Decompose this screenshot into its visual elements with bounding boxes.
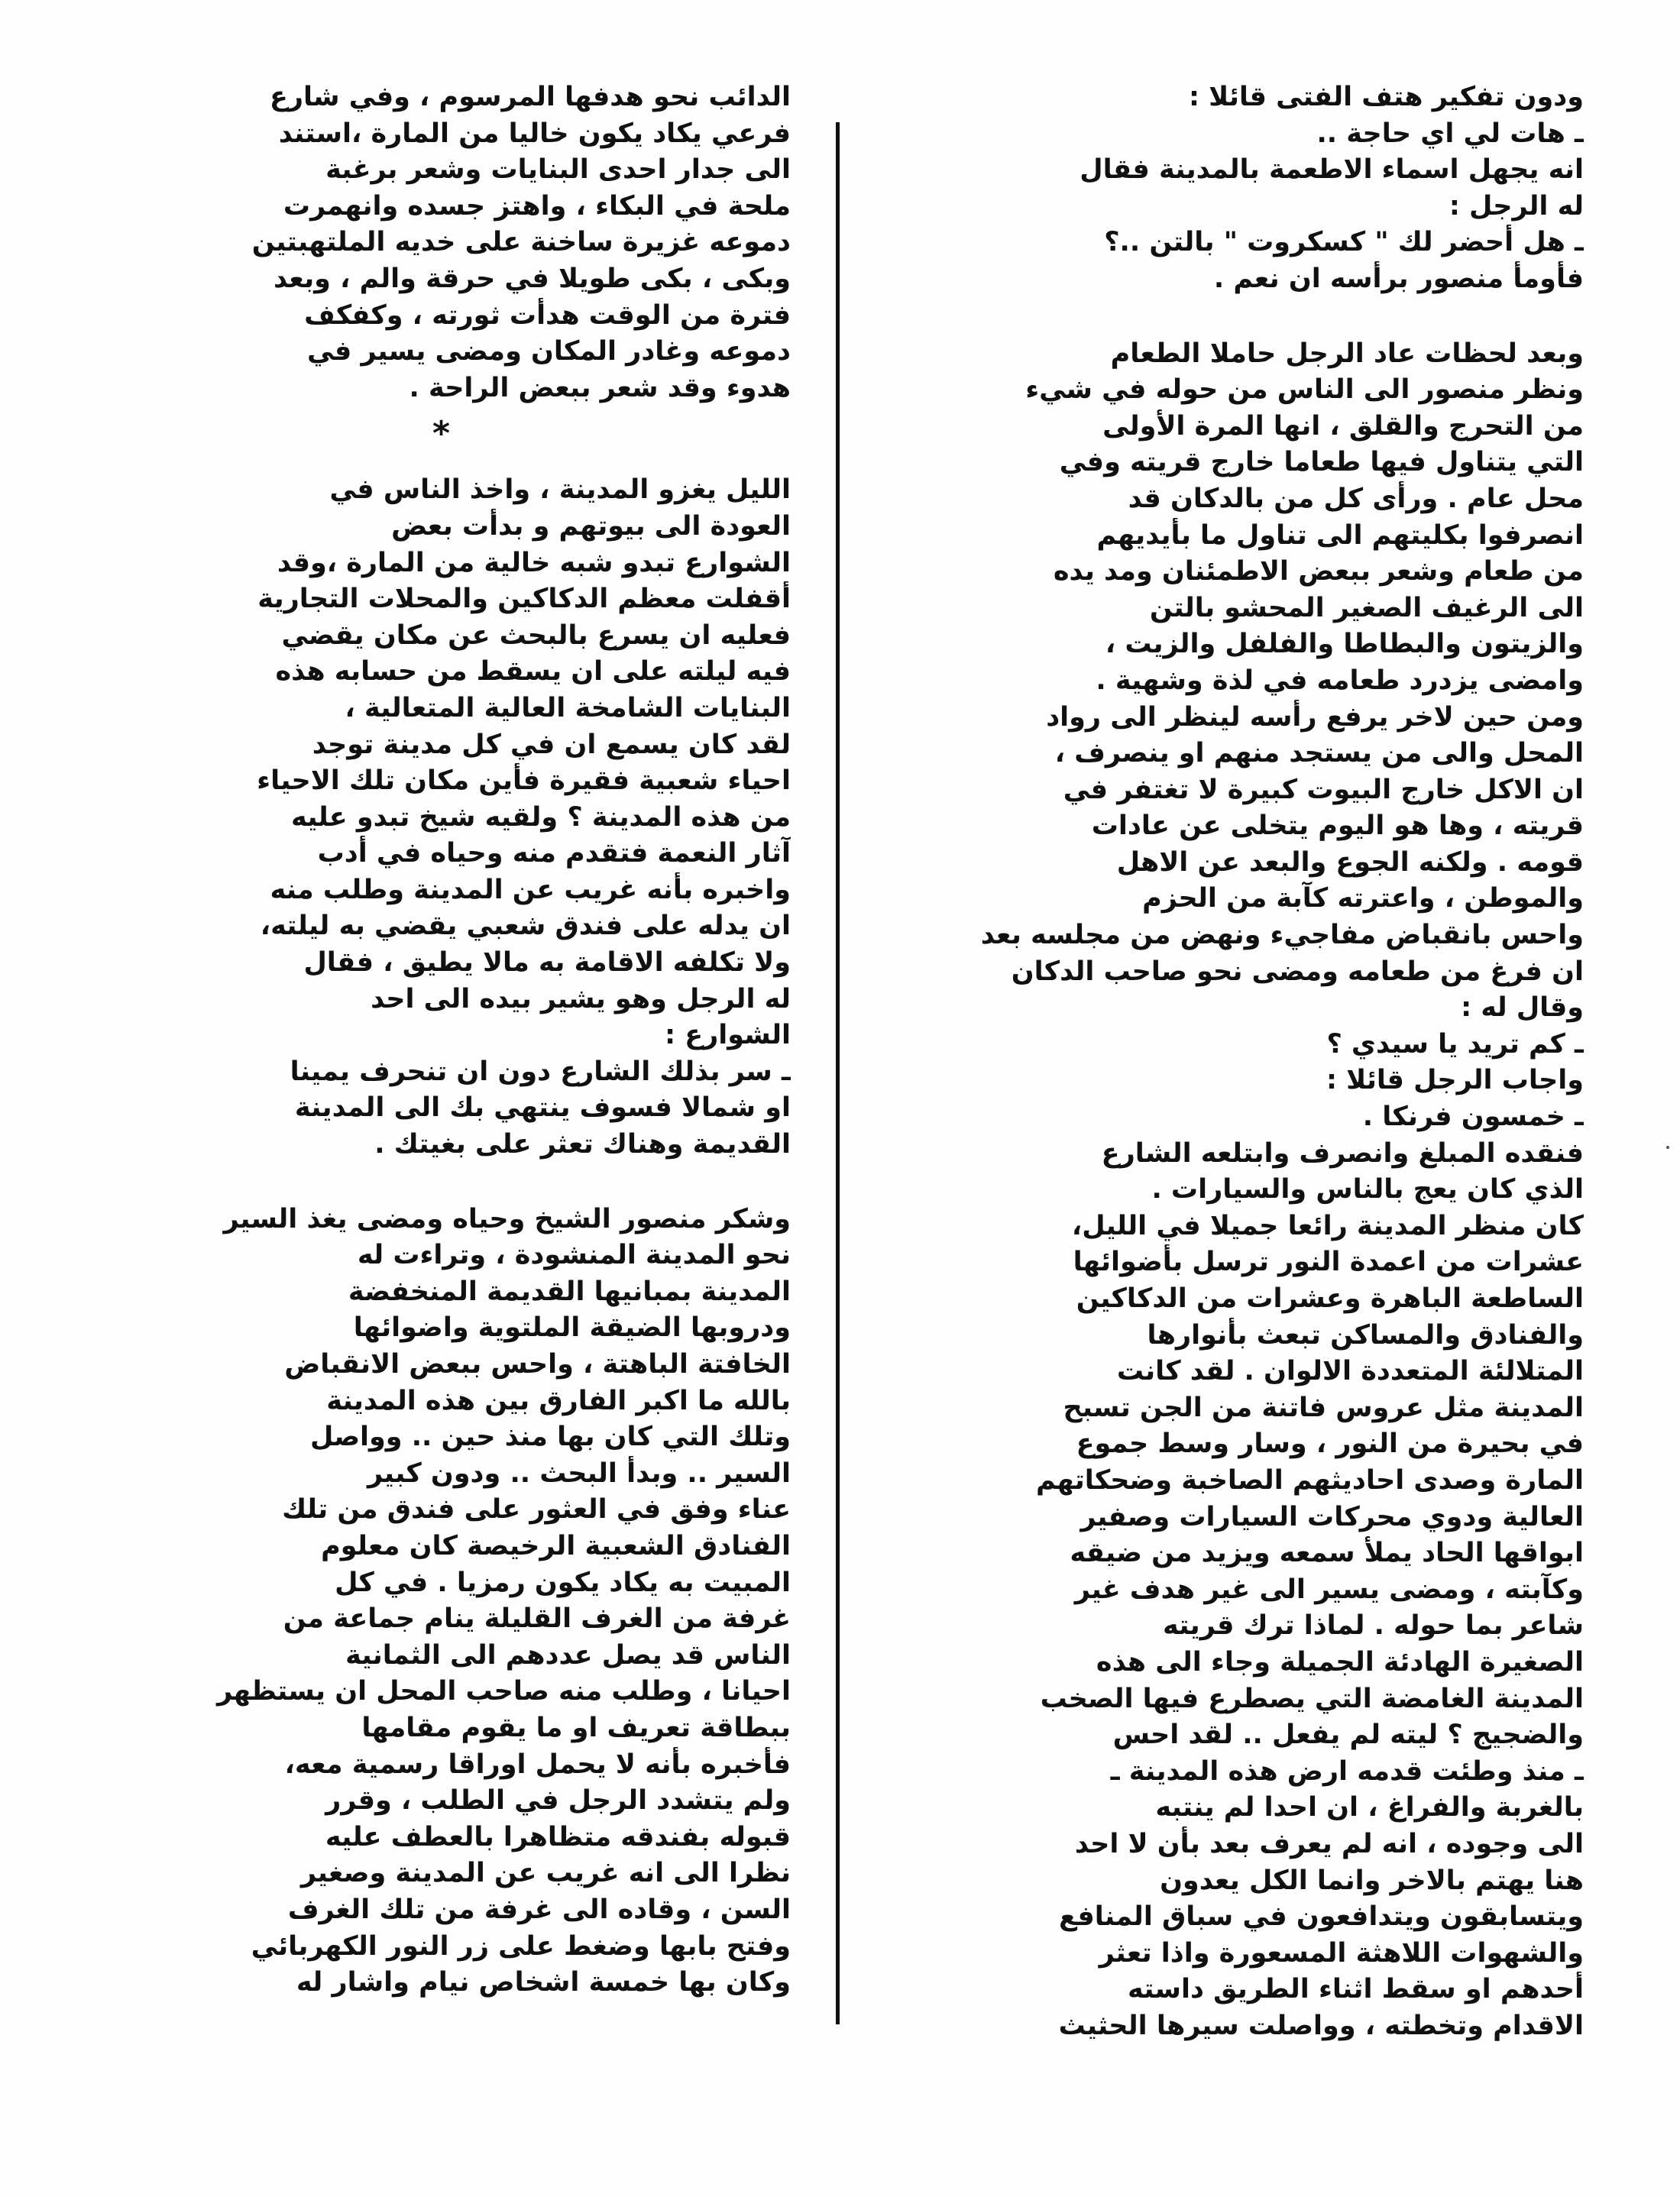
- right-paragraph-1: [889, 79, 1584, 298]
- text-line: ـ خمسون فرنكا .: [1362, 1102, 1584, 1133]
- text-line: ومن حين لاخر يرفع رأسه لينظر الى رواد: [1046, 701, 1584, 733]
- text-line: الى جدار احدى البنايات وشعر برغبة: [325, 154, 791, 186]
- text-line: غرفة من الغرف القليلة ينام جماعة من: [283, 1603, 791, 1635]
- paragraph-gap: [92, 1163, 791, 1202]
- text-line: قبوله بفندقه متظاهرا بالعطف عليه: [325, 1821, 791, 1852]
- text-line: دموعه وغادر المكان ومضى يسير في: [307, 336, 791, 367]
- text-line: محل عام . ورأى كل من بالدكان قد: [1128, 483, 1584, 514]
- text-line: وامضى يزدرد طعامه في لذة وشهية .: [1096, 665, 1584, 696]
- text-line: واحس بانقباض مفاجيء ونهض من مجلسه بعد: [980, 920, 1584, 951]
- text-line: قومه . ولكنه الجوع والبعد عن الاهل: [1116, 846, 1584, 878]
- text-line: والموطن ، واعترته كآبة من الحزم: [1142, 883, 1584, 914]
- text-line: المدينة مثل عروس فاتنة من الجن تسبح: [1063, 1392, 1584, 1423]
- text-line: له الرجل :: [1449, 190, 1584, 222]
- text-line: نظرا الى انه غريب عن المدينة وصغير: [300, 1858, 791, 1889]
- text-line: في بحيرة من النور ، وسار وسط جموع: [1076, 1429, 1584, 1460]
- text-line: ابواقها الحاد يملأ سمعه ويزيد من ضيقه: [1070, 1538, 1584, 1569]
- text-line: الخافتة الباهتة ، واحس ببعض الانقباض: [284, 1349, 791, 1380]
- text-line: ـ كم تريد يا سيدي ؟: [1326, 1028, 1584, 1060]
- text-line: فرعي يكاد يكون خاليا من المارة ،استند: [278, 118, 791, 149]
- text-line: الساطعة الباهرة وعشرات من الدكاكين: [1076, 1283, 1584, 1314]
- column-divider-rule: [836, 122, 840, 2024]
- left-paragraph-3: [92, 1202, 791, 2001]
- text-line: عشرات من اعمدة النور ترسل بأضوائها: [1073, 1247, 1584, 1278]
- text-line: القديمة وهناك تعثر على بغيتك .: [374, 1129, 791, 1160]
- text-line: ونظر منصور الى الناس من حوله في شيء: [1025, 374, 1584, 406]
- section-separator-asterisk: *: [432, 414, 450, 454]
- text-line: هنا يهتم بالاخر وانما الكل يعدون: [1160, 1865, 1584, 1896]
- text-line: وبكى ، بكى طويلا في حرقة والم ، وبعد: [274, 263, 791, 294]
- text-line: الاقدام وتخطته ، وواصلت سيرها الحثيث: [1058, 2010, 1584, 2041]
- text-line: المحل والى من يستجد منهم او ينصرف ،: [1054, 738, 1584, 769]
- text-line: الصغيرة الهادئة الجميلة وجاء الى هذه: [1096, 1646, 1584, 1678]
- text-line: بالغربة والفراغ ، ان احدا لم ينتبه: [1155, 1792, 1584, 1823]
- text-line: والفنادق والمساكن تبعث بأنوارها: [1147, 1319, 1584, 1351]
- text-line: وكآبته ، ومضى يسير الى غير هدف غير: [1074, 1574, 1584, 1605]
- text-line: العالية ودوي محركات السيارات وصفير: [1080, 1501, 1584, 1532]
- text-line: وكان بها خمسة اشخاص نيام واشار له: [296, 1967, 791, 1998]
- text-line: كان منظر المدينة رائعا جميلا في الليل،: [1071, 1210, 1584, 1241]
- text-line: وقال له :: [1461, 992, 1584, 1024]
- text-line: وبعد لحظات عاد الرجل حاملا الطعام: [1110, 338, 1584, 369]
- text-line: الدائب نحو هدفها المرسوم ، وفي شارع: [269, 82, 791, 112]
- text-line: وتلك التي كان بها منذ حين .. وواصل: [309, 1422, 791, 1453]
- text-line: ـ منذ وطئت قدمه ارض هذه المدينة ـ: [1110, 1755, 1584, 1787]
- text-line: الى الرغيف الصغير المحشو بالتن: [1149, 592, 1584, 623]
- text-line: والشهوات اللاهثة المسعورة واذا تعثر: [1099, 1937, 1584, 1969]
- text-line: الشوارع تبدو شبه خالية من المارة ،وقد: [277, 547, 791, 578]
- text-line: فترة من الوقت هدأت ثورته ، وكفكف: [304, 299, 791, 331]
- text-line: فأومأ منصور برأسه ان نعم .: [1213, 263, 1584, 294]
- text-line: ملحة في البكاء ، واهتز جسده وانهمرت: [283, 190, 791, 222]
- text-line: ان يدله على فندق شعبي يقضي به ليلته،: [260, 911, 791, 942]
- text-line: المبيت به يكاد يكون رمزيا . في كل: [335, 1567, 791, 1598]
- text-line: ـ سر بذلك الشارع دون ان تنحرف يمينا: [290, 1056, 791, 1087]
- text-line: فنقده المبلغ وانصرف وابتلعه الشارع: [1101, 1137, 1584, 1169]
- text-line: العودة الى بيوتهم و بدأت بعض: [391, 510, 791, 542]
- text-line: السن ، وقاده الى غرفة من تلك الغرف: [287, 1894, 791, 1925]
- text-line: الى وجوده ، انه لم يعرف بعد بأن لا احد: [1074, 1828, 1584, 1859]
- text-line: ولم يتشدد الرجل في الطلب ، وقرر: [325, 1785, 791, 1817]
- left-column: [92, 79, 791, 2001]
- text-line: واخبره بأنه غريب عن المدينة وطلب منه: [270, 874, 791, 905]
- text-line: أقفلت معظم الدكاكين والمحلات التجارية: [257, 584, 791, 615]
- right-paragraph-2: [889, 336, 1584, 2045]
- text-line: ان الاكل خارج البيوت كبيرة لا تغتفر في: [1063, 774, 1584, 805]
- text-line: له الرجل وهو يشير بيده الى احد: [371, 983, 791, 1014]
- text-line: التي يتناول فيها طعاما خارج قريته وفي: [1059, 447, 1584, 478]
- text-line: السير .. وبدأ البحث .. ودون كبير: [367, 1458, 791, 1489]
- text-line: أحدهم او سقط اثناء الطريق داسته: [1128, 1974, 1584, 2005]
- paragraph-gap: [889, 298, 1584, 336]
- text-line: فأخبره بأنه لا يحمل اوراقا رسمية معه،: [284, 1749, 791, 1780]
- text-line: احياء شعبية فقيرة فأين مكان تلك الاحياء: [257, 765, 791, 797]
- text-line: المارة وصدى احاديثهم الصاخبة وضحكاتهم: [1036, 1464, 1584, 1496]
- text-line: ولا تكلفه الاقامة به مالا يطيق ، فقال: [303, 947, 791, 979]
- text-line: انصرفوا بكليتهم الى تناول ما بأيديهم: [1096, 519, 1584, 551]
- text-line: ببطاقة تعريف او ما يقوم مقامها: [361, 1712, 791, 1743]
- text-line: شاعر بما حوله . لماذا ترك قريته: [1163, 1610, 1584, 1642]
- text-line: ان فرغ من طعامه ومضى نحو صاحب الدكان: [1011, 956, 1584, 987]
- text-line: او شمالا فسوف ينتهي بك الى المدينة: [294, 1092, 791, 1124]
- text-line: البنايات الشامخة العالية المتعالية ،: [345, 692, 791, 723]
- text-line: المدينة بمبانيها القديمة المنخفضة: [348, 1276, 791, 1307]
- text-line: فعليه ان يسرع بالبحث عن مكان يقضي: [281, 620, 791, 651]
- left-paragraph-2: [92, 472, 791, 1163]
- text-line: واجاب الرجل قائلا :: [1326, 1065, 1584, 1096]
- text-line: آثار النعمة فتقدم منه وحياه في أدب: [317, 838, 791, 869]
- text-line: دموعه غزيرة ساخنة على خديه الملتهبتين: [251, 227, 791, 258]
- text-line: من طعام وشعر ببعض الاطمئنان ومد يده: [1053, 556, 1584, 587]
- text-line: والضجيج ؟ ليته لم يفعل .. لقد احس: [1112, 1720, 1584, 1751]
- text-line: ـ هل أحضر لك " كسكروت " بالتن ..؟: [1104, 227, 1584, 258]
- text-line: نحو المدينة المنشودة ، وتراءت له: [357, 1240, 791, 1271]
- text-line: الليل يغزو المدينة ، واخذ الناس في: [329, 474, 791, 506]
- text-line: عناء وفق في العثور على فندق من تلك: [282, 1494, 791, 1526]
- text-line: ـ هات لي اي حاجة ..: [1316, 118, 1584, 149]
- scan-speck: [1666, 1146, 1669, 1149]
- text-line: فيه ليلته على ان يسقط من حسابه هذه: [275, 656, 791, 688]
- text-line: الناس قد يصل عددهم الى الثمانية: [345, 1639, 791, 1671]
- text-line: الشوارع :: [665, 1020, 791, 1051]
- text-line: والزيتون والبطاطا والفلفل والزيت ،: [1105, 629, 1584, 660]
- text-line: الفنادق الشعبية الرخيصة كان معلوم: [321, 1530, 791, 1561]
- text-line: المتلالئة المتعددة الالوان . لقد كانت: [1116, 1356, 1584, 1387]
- text-line: من هذه المدينة ؟ ولقيه شيخ تبدو عليه: [290, 801, 791, 833]
- text-line: وشكر منصور الشيخ وحياه ومضى يغذ السير: [223, 1203, 791, 1234]
- text-line: انه يجهل اسماء الاطعمة بالمدينة فقال: [1080, 154, 1584, 186]
- text-line: قريته ، وها هو اليوم يتخلى عن عادات: [1091, 811, 1584, 842]
- text-line: هدوء وقد شعر ببعض الراحة .: [409, 372, 791, 403]
- text-line: ويتسابقون ويتدافعون في سباق المنافع: [1058, 1901, 1584, 1933]
- text-line: بالله ما اكبر الفارق بين هذه المدينة: [326, 1385, 791, 1416]
- left-paragraph-1: [92, 79, 791, 406]
- text-line: لقد كان يسمع ان في كل مدينة توجد: [312, 729, 791, 760]
- text-line: ودروبها الضيقة الملتوية واضوائها: [353, 1312, 791, 1344]
- text-line: من التحرج والقلق ، انها المرة الأولى: [1102, 410, 1584, 442]
- right-column: [889, 79, 1584, 2044]
- text-line: احيانا ، وطلب منه صاحب المحل ان يستظهر: [217, 1676, 791, 1707]
- text-line: الذي كان يعج بالناس والسيارات .: [1151, 1174, 1584, 1205]
- text-line: وفتح بابها وضغط على زر النور الكهربائي: [251, 1930, 791, 1962]
- text-line: ودون تفكير هتف الفتى قائلا :: [1188, 82, 1584, 112]
- text-line: المدينة الغامضة التي يصطرع فيها الصخب: [1040, 1683, 1584, 1714]
